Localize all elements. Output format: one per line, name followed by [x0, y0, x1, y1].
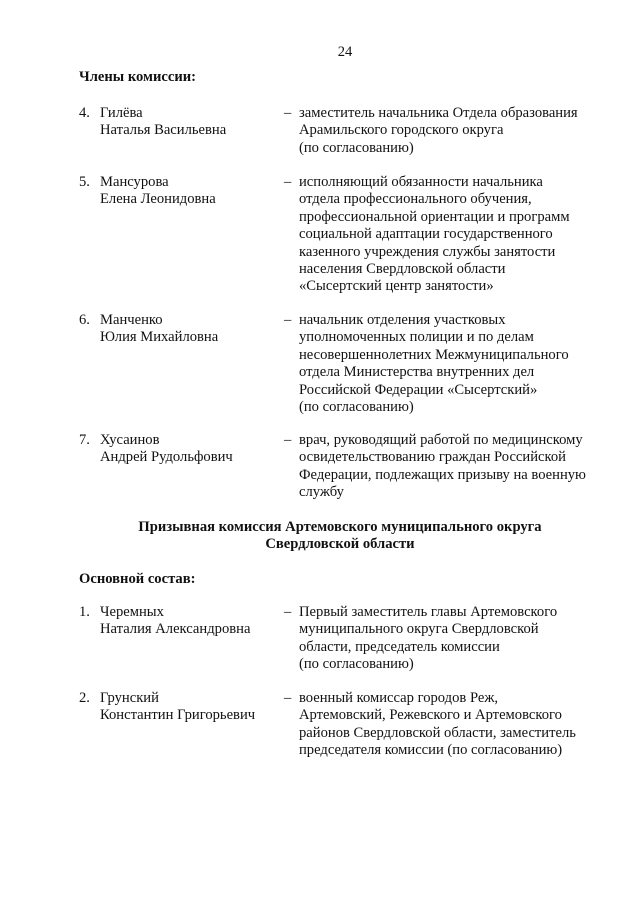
desc-line: начальник отделения участковых [299, 312, 506, 328]
person-name [100, 105, 285, 140]
dash: – [284, 174, 292, 190]
desc-line: врач, руководящий работой по медицинскому [299, 432, 583, 448]
position-description [299, 312, 614, 416]
desc-line: Российской Федерации «Сысертский» [299, 381, 538, 398]
dash: – [284, 604, 292, 620]
desc-line: населения Свердловской области [299, 261, 506, 278]
desc-line: социальной адаптации государственного [299, 226, 553, 243]
surname: Хусаинов [100, 432, 160, 448]
person-name [100, 690, 285, 725]
given-names: Наталья Васильевна [100, 122, 227, 139]
surname: Манченко [100, 312, 163, 328]
dash: – [284, 105, 292, 121]
dash: – [284, 312, 292, 328]
desc-line: исполняющий обязанности начальника [299, 174, 543, 190]
surname: Мансурова [100, 174, 169, 190]
person-name [100, 312, 285, 347]
main-heading: Основной состав: [79, 571, 196, 587]
entry-number: 7. [79, 432, 90, 448]
desc-line: несовершеннолетних Межмуниципального [299, 346, 569, 363]
entry-number: 5. [79, 174, 90, 190]
surname: Грунский [100, 690, 159, 706]
desc-line: (по согласованию) [299, 139, 414, 156]
entry-number: 2. [79, 690, 90, 706]
position-description [299, 105, 614, 157]
position-description [299, 432, 614, 502]
commission-title [80, 519, 600, 554]
given-names: Константин Григорьевич [100, 707, 256, 724]
given-names: Андрей Рудольфович [100, 449, 233, 466]
desc-line: председателя комиссии (по согласованию) [299, 742, 563, 759]
dash: – [284, 690, 292, 706]
entry-number: 6. [79, 312, 90, 328]
position-description [299, 604, 614, 674]
person-name [100, 604, 285, 639]
desc-line: Арамильского городского округа [299, 122, 504, 139]
person-name [100, 432, 285, 467]
desc-line: (по согласованию) [299, 656, 414, 673]
desc-line: отдела профессионального обучения, [299, 191, 532, 208]
surname: Гилёва [100, 105, 143, 121]
desc-line: (по согласованию) [299, 399, 414, 416]
entry-number: 1. [79, 604, 90, 620]
position-description [299, 174, 614, 296]
members-heading: Члены комиссии: [79, 69, 197, 85]
desc-line: службу [299, 484, 344, 501]
desc-line: профессиональной ориентации и программ [299, 208, 570, 225]
entry-number: 4. [79, 105, 90, 121]
dash: – [284, 432, 292, 448]
desc-line: уполномоченных полиции и по делам [299, 329, 534, 346]
desc-line: освидетельствованию граждан Российской [299, 449, 566, 466]
desc-line: заместитель начальника Отдела образования [299, 105, 578, 121]
desc-line: отдела Министерства внутренних дел [299, 364, 535, 381]
given-names: Елена Леонидовна [100, 191, 216, 208]
position-description [299, 690, 614, 760]
given-names: Юлия Михайловна [100, 329, 219, 346]
desc-line: муниципального округа Свердловской [299, 621, 539, 638]
desc-line: районов Свердловской области, заместитель [299, 724, 576, 741]
desc-line: казенного учреждения службы занятости [299, 243, 556, 260]
person-name [100, 174, 285, 209]
desc-line: Федерации, подлежащих призыву на военную [299, 466, 586, 483]
commission-title-line: Свердловской области [265, 536, 415, 553]
surname: Черемных [100, 604, 164, 620]
page-number: 24 [337, 44, 353, 60]
desc-line: Первый заместитель главы Артемовского [299, 604, 558, 620]
desc-line: Артемовский, Режевского и Артемовского [299, 707, 562, 724]
desc-line: области, председатель комиссии [299, 638, 500, 655]
given-names: Наталия Александровна [100, 621, 251, 638]
desc-line: «Сысертский центр занятости» [299, 278, 494, 295]
desc-line: военный комиссар городов Реж, [299, 690, 499, 706]
commission-title-line: Призывная комиссия Артемовского муниципального округа [138, 519, 542, 535]
